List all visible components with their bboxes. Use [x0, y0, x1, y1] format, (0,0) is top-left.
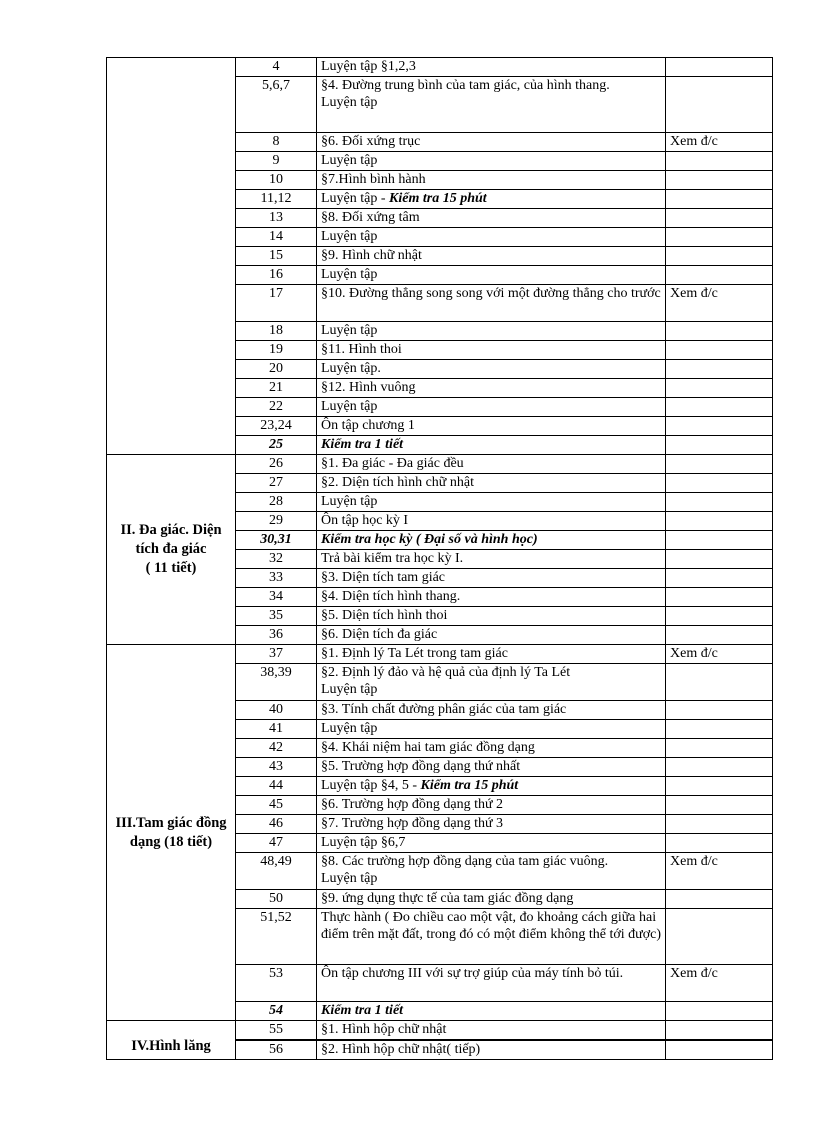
- lesson-cell: [317, 58, 666, 77]
- note-cell: [666, 285, 773, 322]
- period-cell: [236, 588, 317, 607]
- lesson-title: §7.Hình bình hành: [321, 172, 426, 187]
- note-cell: [666, 152, 773, 171]
- lesson-cell: [317, 645, 666, 664]
- lesson-title: §6. Trường hợp đồng dạng thứ 2: [321, 797, 504, 812]
- lesson-emphasis: Kiểm tra 15 phút: [389, 191, 487, 206]
- note-text: Xem đ/c: [670, 646, 718, 661]
- period-number: 33: [269, 570, 283, 585]
- lesson-title: Luyện tập: [321, 323, 378, 338]
- period-number: 53: [269, 966, 283, 981]
- lesson-cell: [317, 1040, 666, 1060]
- period-cell: [236, 77, 317, 133]
- period-number: 46: [269, 816, 283, 831]
- lesson-cell: [317, 701, 666, 720]
- lesson-title: Luyện tập: [321, 721, 378, 736]
- chapter-title: IV.Hình lăng: [131, 1038, 211, 1054]
- lesson-title: §9. ứng dụng thực tế của tam giác đồng dạng: [321, 891, 574, 906]
- period-cell: [236, 228, 317, 247]
- lesson-title: Luyện tập.: [321, 361, 381, 376]
- note-cell: [666, 133, 773, 152]
- lesson-cell: [317, 493, 666, 512]
- period-number: 45: [269, 797, 283, 812]
- period-cell: [236, 133, 317, 152]
- note-cell: [666, 1002, 773, 1021]
- note-cell: [666, 853, 773, 890]
- lesson-title: §9. Hình chữ nhật: [321, 248, 422, 263]
- period-cell: [236, 853, 317, 890]
- period-cell: [236, 834, 317, 853]
- lesson-title: §2. Hình hộp chữ nhật( tiếp): [321, 1042, 481, 1057]
- note-cell: [666, 341, 773, 360]
- period-cell: [236, 190, 317, 209]
- lesson-title: §10. Đường thẳng song song với một đường thẳng cho trước: [321, 286, 661, 301]
- period-number: 30,31: [260, 532, 292, 547]
- period-cell: [236, 266, 317, 285]
- period-cell: [236, 58, 317, 77]
- lesson-title: §5. Diện tích hình thoi: [321, 608, 448, 623]
- period-cell: [236, 796, 317, 815]
- lesson-title: Luyện tập §1,2,3: [321, 59, 416, 74]
- lesson-title: §4. Khái niệm hai tam giác đồng dạng: [321, 740, 535, 755]
- period-cell: [236, 398, 317, 417]
- note-text: Xem đ/c: [670, 134, 718, 149]
- lesson-title: Ôn tập chương 1: [321, 418, 415, 433]
- note-cell: [666, 550, 773, 569]
- period-cell: [236, 531, 317, 550]
- period-number: 43: [269, 759, 283, 774]
- lesson-cell: [317, 758, 666, 777]
- lesson-cell: [317, 398, 666, 417]
- note-text: Xem đ/c: [670, 286, 718, 301]
- note-cell: [666, 1040, 773, 1060]
- period-cell: [236, 379, 317, 398]
- note-cell: [666, 398, 773, 417]
- lesson-cell: [317, 550, 666, 569]
- note-cell: [666, 739, 773, 758]
- period-number: 17: [269, 286, 283, 301]
- lesson-title: Kiểm tra học kỳ ( Đại số và hình học): [321, 532, 538, 547]
- period-number: 54: [269, 1003, 283, 1018]
- lesson-cell: [317, 360, 666, 379]
- lesson-title: Luyện tập §4, 5 -: [321, 778, 421, 793]
- note-cell: [666, 607, 773, 626]
- period-number: 44: [269, 778, 283, 793]
- lesson-title: Luyện tập: [321, 229, 378, 244]
- period-number: 19: [269, 342, 283, 357]
- note-cell: [666, 493, 773, 512]
- lesson-cell: [317, 890, 666, 909]
- note-cell: [666, 77, 773, 133]
- lesson-title: §6. Diện tích đa giác: [321, 627, 438, 642]
- period-number: 35: [269, 608, 283, 623]
- lesson-cell: [317, 417, 666, 436]
- period-number: 9: [272, 153, 280, 168]
- note-cell: [666, 322, 773, 341]
- period-number: 51,52: [260, 910, 292, 925]
- lesson-title: Luyện tập: [321, 153, 378, 168]
- note-cell: [666, 834, 773, 853]
- period-cell: [236, 720, 317, 739]
- lesson-title: §7. Trường hợp đồng dạng thứ 3: [321, 816, 504, 831]
- note-cell: [666, 512, 773, 531]
- lesson-cell: [317, 739, 666, 758]
- period-number: 5,6,7: [262, 78, 290, 93]
- period-cell: [236, 209, 317, 228]
- note-cell: [666, 815, 773, 834]
- lesson-cell: [317, 247, 666, 266]
- period-number: 14: [269, 229, 283, 244]
- period-cell: [236, 171, 317, 190]
- note-cell: [666, 645, 773, 664]
- lesson-cell: [317, 720, 666, 739]
- lesson-cell: [317, 853, 666, 890]
- note-cell: [666, 758, 773, 777]
- note-cell: [666, 965, 773, 1002]
- lesson-cell: [317, 664, 666, 701]
- period-cell: [236, 493, 317, 512]
- curriculum-table-body: [107, 58, 773, 1060]
- lesson-title: §8. Các trường hợp đồng dạng của tam giác vuông. Luyện tập: [321, 854, 609, 886]
- period-cell: [236, 815, 317, 834]
- period-cell: [236, 455, 317, 474]
- period-cell: [236, 758, 317, 777]
- lesson-title: Luyện tập: [321, 399, 378, 414]
- period-number: 29: [269, 513, 283, 528]
- lesson-title: Luyện tập §6,7: [321, 835, 406, 850]
- note-cell: [666, 664, 773, 701]
- period-number: 27: [269, 475, 283, 490]
- lesson-cell: [317, 152, 666, 171]
- lesson-cell: [317, 796, 666, 815]
- period-cell: [236, 285, 317, 322]
- table-row: [107, 1021, 773, 1041]
- chapter-cell: [107, 645, 236, 1021]
- lesson-cell: [317, 77, 666, 133]
- lesson-cell: [317, 436, 666, 455]
- period-number: 32: [269, 551, 283, 566]
- note-text: Xem đ/c: [670, 854, 718, 869]
- lesson-cell: [317, 379, 666, 398]
- lesson-cell: [317, 455, 666, 474]
- lesson-title: §6. Đối xứng trục: [321, 134, 421, 149]
- lesson-cell: [317, 569, 666, 588]
- lesson-cell: [317, 1002, 666, 1021]
- lesson-cell: [317, 512, 666, 531]
- note-cell: [666, 247, 773, 266]
- lesson-title: §1. Đa giác - Đa giác đều: [321, 456, 464, 471]
- note-cell: [666, 588, 773, 607]
- period-cell: [236, 777, 317, 796]
- period-cell: [236, 909, 317, 965]
- note-cell: [666, 701, 773, 720]
- table-row: [107, 455, 773, 474]
- note-cell: [666, 266, 773, 285]
- lesson-title: §2. Diện tích hình chữ nhật: [321, 475, 475, 490]
- lesson-title: Kiểm tra 1 tiết: [321, 1003, 404, 1018]
- period-cell: [236, 569, 317, 588]
- lesson-cell: [317, 266, 666, 285]
- note-cell: [666, 209, 773, 228]
- period-number: 47: [269, 835, 283, 850]
- period-cell: [236, 1021, 317, 1041]
- lesson-cell: [317, 626, 666, 645]
- lesson-title: §1. Định lý Ta Lét trong tam giác: [321, 646, 508, 661]
- lesson-cell: [317, 133, 666, 152]
- period-cell: [236, 322, 317, 341]
- lesson-title: §1. Hình hộp chữ nhật: [321, 1022, 447, 1037]
- lesson-cell: [317, 228, 666, 247]
- lesson-cell: [317, 815, 666, 834]
- note-cell: [666, 890, 773, 909]
- lesson-title: §3. Diện tích tam giác: [321, 570, 446, 585]
- period-cell: [236, 701, 317, 720]
- period-number: 41: [269, 721, 283, 736]
- period-cell: [236, 664, 317, 701]
- period-number: 11,12: [260, 191, 292, 206]
- period-number: 21: [269, 380, 283, 395]
- lesson-title: Ôn tập chương III với sự trợ giúp của máy tính bỏ túi.: [321, 966, 624, 981]
- lesson-cell: [317, 909, 666, 965]
- lesson-title: §4. Diện tích hình thang.: [321, 589, 461, 604]
- lesson-title: Luyện tập: [321, 494, 378, 509]
- note-cell: [666, 720, 773, 739]
- period-cell: [236, 436, 317, 455]
- period-number: 34: [269, 589, 283, 604]
- lesson-cell: [317, 1021, 666, 1041]
- lesson-title: §12. Hình vuông: [321, 380, 416, 395]
- period-cell: [236, 607, 317, 626]
- lesson-cell: [317, 965, 666, 1002]
- lesson-title: Trả bài kiểm tra học kỳ I.: [321, 551, 464, 566]
- lesson-title: Luyện tập -: [321, 191, 390, 206]
- period-cell: [236, 341, 317, 360]
- period-cell: [236, 645, 317, 664]
- period-number: 28: [269, 494, 283, 509]
- period-number: 8: [272, 134, 280, 149]
- period-number: 48,49: [260, 854, 292, 869]
- lesson-title: §3. Tính chất đường phân giác của tam giác: [321, 702, 567, 717]
- note-cell: [666, 569, 773, 588]
- chapter-cell: [107, 58, 236, 455]
- chapter-cell: [107, 455, 236, 645]
- period-cell: [236, 417, 317, 436]
- note-cell: [666, 531, 773, 550]
- period-number: 37: [269, 646, 283, 661]
- period-number: 40: [269, 702, 283, 717]
- lesson-cell: [317, 341, 666, 360]
- period-number: 22: [269, 399, 283, 414]
- table-row: [107, 58, 773, 77]
- lesson-title: Ôn tập học kỳ I: [321, 513, 409, 528]
- period-number: 18: [269, 323, 283, 338]
- lesson-cell: [317, 209, 666, 228]
- period-number: 15: [269, 248, 283, 263]
- lesson-title: Thực hành ( Đo chiều cao một vật, đo khoảng cách giữa hai điểm trên mặt đất, trong đó có một điểm không thể tới được): [321, 910, 662, 942]
- lesson-cell: [317, 322, 666, 341]
- period-cell: [236, 739, 317, 758]
- note-cell: [666, 1021, 773, 1041]
- period-cell: [236, 965, 317, 1002]
- note-cell: [666, 379, 773, 398]
- period-cell: [236, 152, 317, 171]
- note-cell: [666, 360, 773, 379]
- period-number: 16: [269, 267, 283, 282]
- lesson-cell: [317, 474, 666, 493]
- period-number: 55: [269, 1022, 283, 1037]
- note-cell: [666, 626, 773, 645]
- lesson-title: Luyện tập: [321, 267, 378, 282]
- period-cell: [236, 1040, 317, 1060]
- lesson-cell: [317, 588, 666, 607]
- lesson-cell: [317, 531, 666, 550]
- chapter-title: II. Đa giác. Diện tích đa giác ( 11 tiết): [120, 522, 222, 576]
- period-cell: [236, 626, 317, 645]
- note-cell: [666, 171, 773, 190]
- lesson-cell: [317, 607, 666, 626]
- period-cell: [236, 360, 317, 379]
- period-cell: [236, 512, 317, 531]
- note-text: Xem đ/c: [670, 966, 718, 981]
- note-cell: [666, 777, 773, 796]
- curriculum-table: [106, 57, 773, 1060]
- period-number: 50: [269, 891, 283, 906]
- period-number: 26: [269, 456, 283, 471]
- note-cell: [666, 909, 773, 965]
- lesson-title: §11. Hình thoi: [321, 342, 402, 357]
- note-cell: [666, 58, 773, 77]
- lesson-title: §4. Đường trung bình của tam giác, của hình thang. Luyện tập: [321, 78, 610, 110]
- chapter-cell: [107, 1021, 236, 1060]
- lesson-cell: [317, 777, 666, 796]
- chapter-title: III.Tam giác đồng dạng (18 tiết): [115, 814, 227, 850]
- period-number: 4: [272, 59, 280, 74]
- note-cell: [666, 796, 773, 815]
- lesson-cell: [317, 190, 666, 209]
- period-cell: [236, 1002, 317, 1021]
- period-number: 42: [269, 740, 283, 755]
- lesson-title: §2. Định lý đảo và hệ quả của định lý Ta Lét Luyện tập: [321, 665, 571, 697]
- lesson-cell: [317, 834, 666, 853]
- lesson-cell: [317, 285, 666, 322]
- period-number: 13: [269, 210, 283, 225]
- note-cell: [666, 455, 773, 474]
- period-number: 38,39: [260, 665, 292, 680]
- note-cell: [666, 417, 773, 436]
- period-number: 56: [269, 1042, 283, 1057]
- period-cell: [236, 890, 317, 909]
- note-cell: [666, 474, 773, 493]
- note-cell: [666, 436, 773, 455]
- note-cell: [666, 228, 773, 247]
- period-number: 20: [269, 361, 283, 376]
- period-cell: [236, 247, 317, 266]
- period-number: 25: [269, 437, 283, 452]
- table-row: [107, 645, 773, 664]
- period-number: 10: [269, 172, 283, 187]
- lesson-emphasis: Kiểm tra 15 phút: [420, 778, 519, 793]
- period-cell: [236, 550, 317, 569]
- note-cell: [666, 190, 773, 209]
- period-number: 23,24: [260, 418, 292, 433]
- lesson-title: §5. Trường hợp đồng dạng thứ nhất: [321, 759, 521, 774]
- lesson-title: §8. Đối xứng tâm: [321, 210, 420, 225]
- lesson-cell: [317, 171, 666, 190]
- period-cell: [236, 474, 317, 493]
- period-number: 36: [269, 627, 283, 642]
- lesson-title: Kiểm tra 1 tiết: [321, 437, 404, 452]
